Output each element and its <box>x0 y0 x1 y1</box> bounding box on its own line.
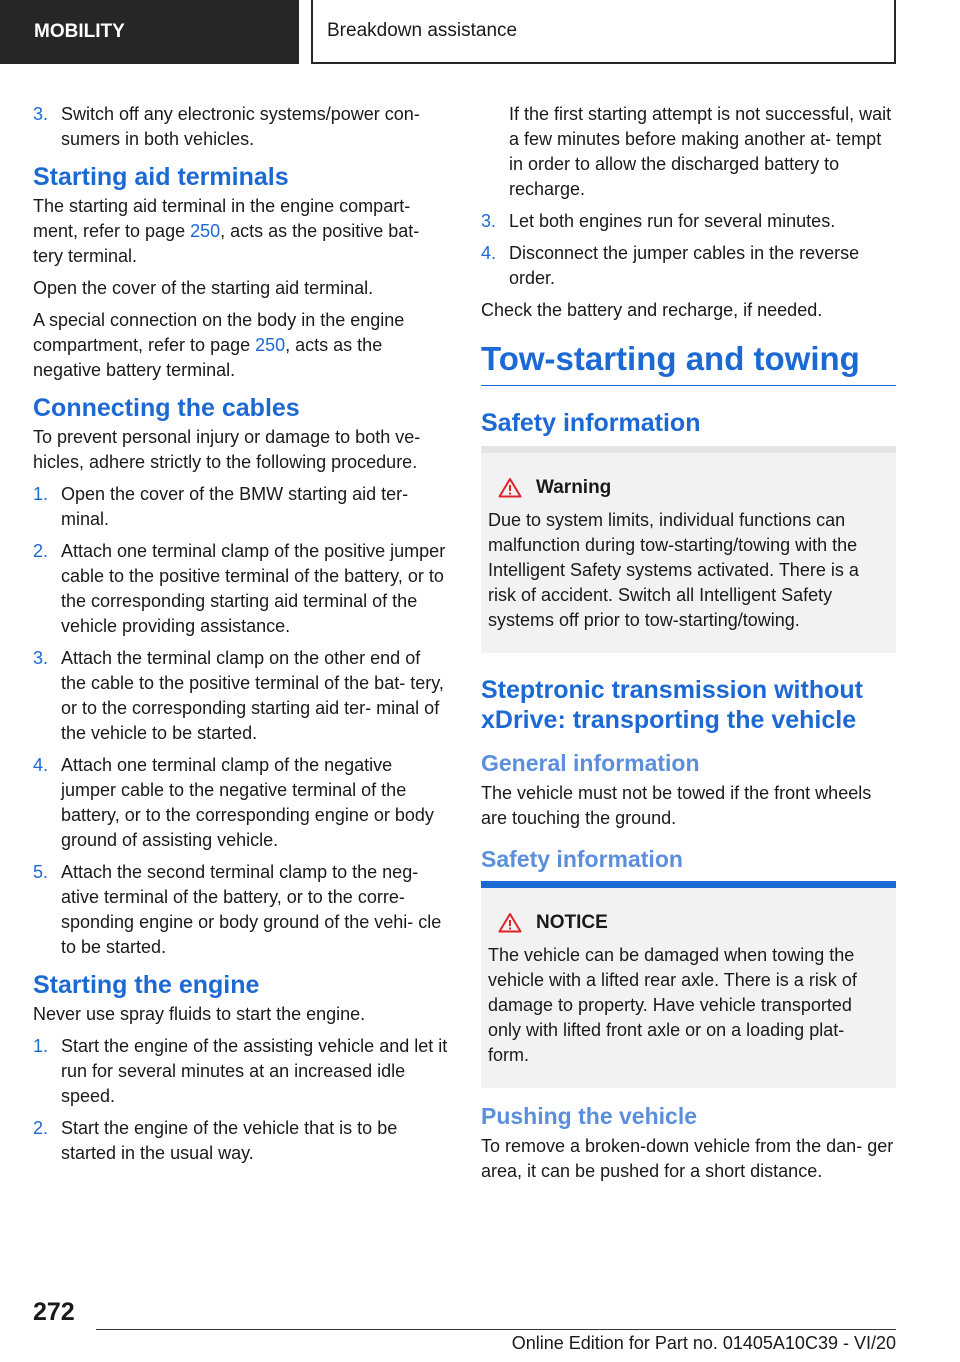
continued-step-text <box>481 102 896 202</box>
header-section-label: MOBILITY <box>34 21 125 42</box>
connecting-cables-heading: Connecting the cables <box>33 394 300 422</box>
engine-intro: Never use spray fluids to start the engine. <box>33 1004 366 1024</box>
footer-divider <box>96 1329 896 1330</box>
step-number: 3. <box>33 104 49 124</box>
check-battery-text: Check the battery and recharge, if needed. <box>481 300 823 320</box>
notice-box <box>481 881 896 1088</box>
right-column <box>481 102 896 1191</box>
page-number: 272 <box>33 1298 75 1326</box>
warning-triangle-icon <box>498 477 522 498</box>
step-text: Attach one terminal clamp of the negative jumper cable to the negative terminal of the battery, or to the corresponding engine or body ground of assisting vehicle. <box>61 755 434 850</box>
page-link-250[interactable]: 250 <box>190 221 221 241</box>
text-run: , acts as the positive bat‐ tery terminal. <box>33 221 420 266</box>
text-run: , acts as the negative battery terminal. <box>33 335 383 380</box>
step-number: 4. <box>481 243 497 263</box>
step-number-spacer <box>481 102 509 202</box>
steptronic-heading: Steptronic transmission without xDrive: transporting the vehicle <box>481 676 863 734</box>
page-link-250[interactable]: 250 <box>255 335 286 355</box>
pushing-vehicle-heading: Pushing the vehicle <box>481 1103 697 1129</box>
text-run: The starting aid terminal in the engine compart‐ ment, refer to page <box>33 196 411 241</box>
step-number: 1. <box>33 1036 49 1056</box>
list-item <box>481 209 896 234</box>
list-item <box>33 753 448 853</box>
step-number: 5. <box>33 862 49 882</box>
list-item <box>33 482 448 532</box>
cables-intro: To prevent personal injury or damage to both ve‐ hicles, adhere strictly to the following procedure. <box>33 427 421 472</box>
notice-triangle-icon <box>498 912 522 933</box>
list-item <box>33 860 448 960</box>
starting-engine-heading: Starting the engine <box>33 971 260 999</box>
header-title: Breakdown assistance <box>327 20 518 41</box>
notice-text: The vehicle can be damaged when towing the vehicle with a lifted rear axle. There is a risk of damage to property. Have vehicle transported only with lifted front axle or on a loading plat‐ form. <box>488 945 857 1065</box>
general-information-heading: General information <box>481 750 700 776</box>
step-text: Let both engines run for several minutes. <box>509 211 836 231</box>
step-text: Start the engine of the vehicle that is to be started in the usual way. <box>61 1118 398 1163</box>
list-item <box>33 539 448 639</box>
right-steps-list <box>481 209 896 291</box>
footer-edition: Online Edition for Part no. 01405A10C39 - VI/20 <box>511 1333 896 1353</box>
list-item <box>33 1116 448 1166</box>
step-text: Open the cover of the BMW starting aid ter‐ minal. <box>61 484 409 529</box>
header-title-box <box>311 0 896 64</box>
engine-steps-list <box>33 1034 448 1166</box>
cables-steps-list <box>33 482 448 960</box>
step-text: Attach the terminal clamp on the other end of the cable to the positive terminal of the bat‐ tery, or to the corresponding starting aid ter‐ minal of the vehicle to be started. <box>61 648 444 743</box>
list-item <box>33 646 448 746</box>
step-number: 2. <box>33 1118 49 1138</box>
warning-text: Due to system limits, individual functions can malfunction during tow-starting/towing with the Intelligent Safety systems activated. There is a risk of accident. Switch all Intelligent Safety systems off prior to tow-starting/towing. <box>488 510 859 630</box>
terminals-paragraph-2: Open the cover of the starting aid terminal. <box>33 278 374 298</box>
step-text: Attach one terminal clamp of the positive jumper cable to the positive terminal of the battery, or to the corresponding starting aid terminal of the vehicle providing assistance. <box>61 541 446 636</box>
step-number: 3. <box>481 211 497 231</box>
safety-information-subheading: Safety information <box>481 846 683 872</box>
step-text: Attach the second terminal clamp to the neg‐ ative terminal of the battery, or to the corre‐ sponding engine or body ground of the vehi‐ cle to be started. <box>61 862 442 957</box>
list-item <box>33 1034 448 1109</box>
starting-aid-terminals-heading: Starting aid terminals <box>33 163 289 191</box>
terminals-paragraph-3 <box>33 308 448 383</box>
general-information-text: The vehicle must not be towed if the front wheels are touching the ground. <box>481 783 872 828</box>
warning-header <box>488 475 888 500</box>
terminals-paragraph-1 <box>33 194 448 269</box>
list-item <box>481 241 896 291</box>
safety-information-heading: Safety information <box>481 409 701 437</box>
step-number: 2. <box>33 541 49 561</box>
text-run: A special connection on the body in the engine compartment, refer to page <box>33 310 405 355</box>
step-text: If the first starting attempt is not successful, wait a few minutes before making another at‐ tempt in order to allow the discharged battery to recharge. <box>509 104 892 199</box>
warning-box <box>481 446 896 653</box>
warning-title: Warning <box>536 477 612 498</box>
step-number: 3. <box>33 648 49 668</box>
notice-header <box>488 910 888 935</box>
step-text: Switch off any electronic systems/power con‐ sumers in both vehicles. <box>61 104 420 149</box>
pushing-vehicle-text: To remove a broken-down vehicle from the dan‐ ger area, it can be pushed for a short distance. <box>481 1136 894 1181</box>
step-text: Start the engine of the assisting vehicle and let it run for several minutes at an increased idle speed. <box>61 1036 448 1106</box>
step-text: Disconnect the jumper cables in the reverse order. <box>509 243 860 288</box>
header-section-tab <box>0 0 299 64</box>
left-column <box>33 102 448 1173</box>
intro-step <box>33 102 448 152</box>
tow-starting-heading: Tow-starting and towing <box>481 339 896 386</box>
step-number: 1. <box>33 484 49 504</box>
step-number: 4. <box>33 755 49 775</box>
notice-title: NOTICE <box>536 912 608 933</box>
